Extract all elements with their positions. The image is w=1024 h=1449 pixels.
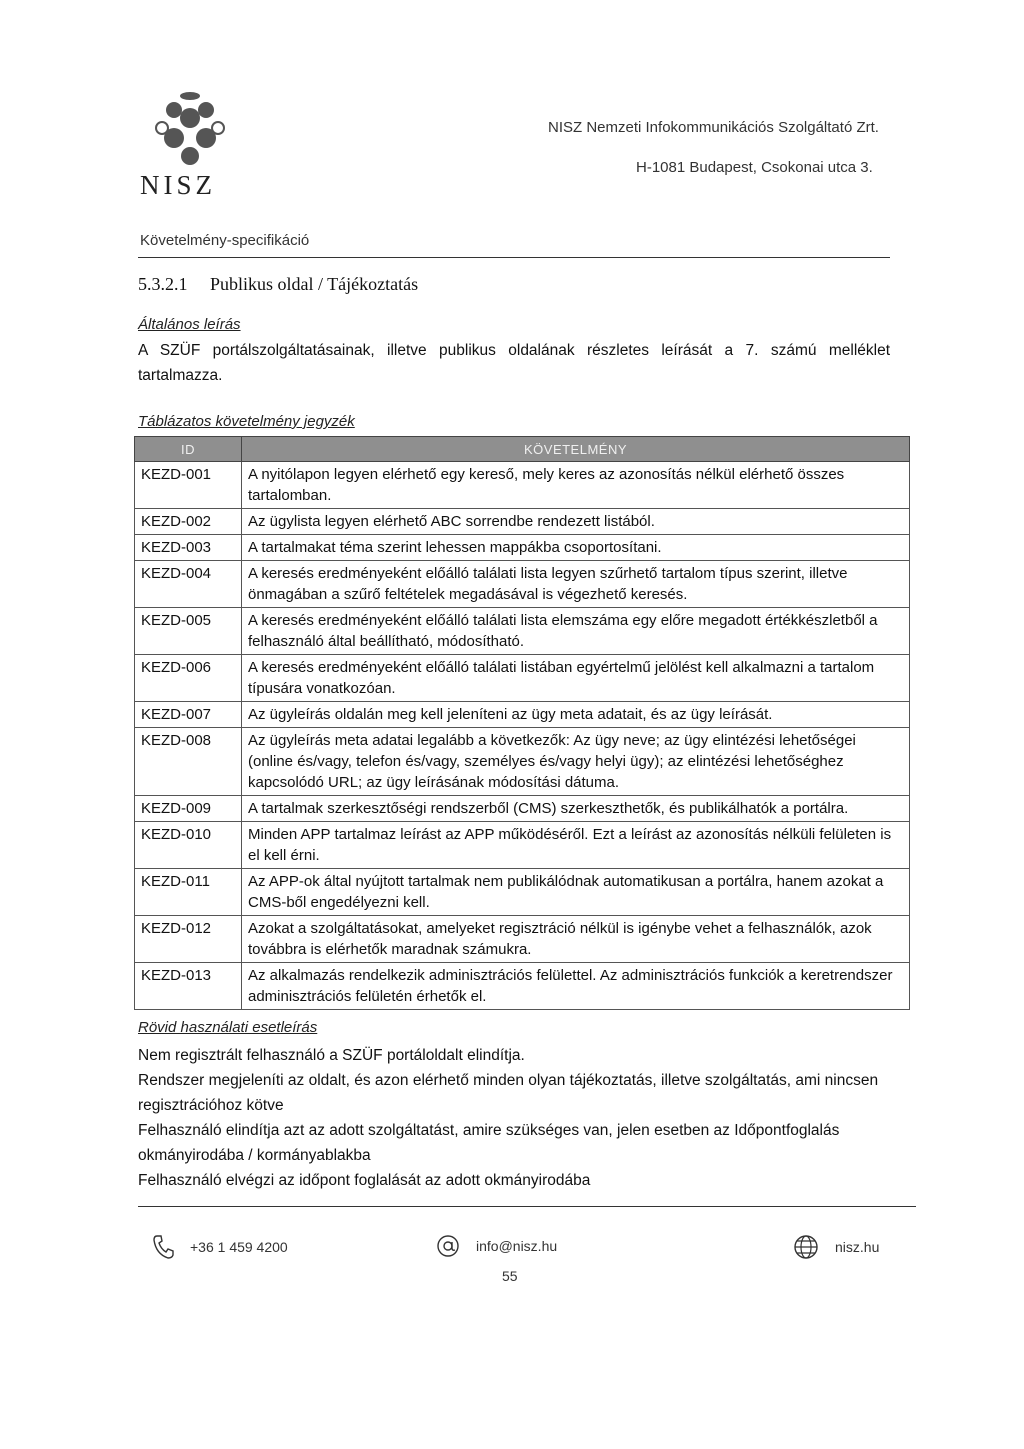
- table-row: [135, 796, 910, 822]
- row-text: A nyitólapon legyen elérhető egy kereső, mely keres az azonosítás nélkül elérhető összes tartalomban.: [242, 462, 910, 509]
- table-header-row: [135, 437, 910, 462]
- usecase-heading: Rövid használati esetleírás: [138, 1019, 318, 1036]
- section-heading: [138, 274, 418, 295]
- row-id: KEZD-011: [135, 869, 242, 916]
- row-id: KEZD-010: [135, 822, 242, 869]
- row-text: Az ügyleírás meta adatai legalább a következők: Az ügy neve; az ügy elintézési lehetőségei (online és/vagy, telefon és/vagy, személyes és/vagy helyi ügy); az elintézési lehetőséghez kapcsolódó URL; az ügy leírásának módosítási dátuma.: [242, 728, 910, 796]
- row-text: A tartalmak szerkesztőségi rendszerből (CMS) szerkeszthetők, és publikálhatók a portálra.: [242, 796, 910, 822]
- table-row: [135, 535, 910, 561]
- page-number: 55: [502, 1268, 518, 1284]
- table-row: [135, 822, 910, 869]
- row-text: A keresés eredményeként előálló találati listában egyértelmű jelölést kell alkalmazni a tartalom típusára vonatkozóan.: [242, 655, 910, 702]
- table-row: [135, 509, 910, 535]
- usecase-paragraph: Felhasználó elindítja azt az adott szolgáltatást, amire szükséges van, jelen esetben az Időpontfoglalás okmányirodába / kormányablakba: [138, 1122, 840, 1164]
- phone-icon: [152, 1234, 174, 1260]
- table-row: [135, 608, 910, 655]
- logo-wordmark: NISZ: [140, 170, 216, 200]
- row-id: KEZD-004: [135, 561, 242, 608]
- row-text: Az APP-ok által nyújtott tartalmak nem publikálódnak automatikusan a portálra, hanem azokat a CMS-ből engedélyezni kell.: [242, 869, 910, 916]
- row-id: KEZD-008: [135, 728, 242, 796]
- row-id: KEZD-001: [135, 462, 242, 509]
- column-header-id: ID: [135, 437, 242, 462]
- row-id: KEZD-013: [135, 963, 242, 1010]
- table-row: [135, 655, 910, 702]
- company-name: NISZ Nemzeti Infokommunikációs Szolgáltató Zrt.: [548, 119, 879, 136]
- column-header-requirement: KÖVETELMÉNY: [242, 437, 910, 462]
- row-id: KEZD-002: [135, 509, 242, 535]
- row-text: Az alkalmazás rendelkezik adminisztrációs felülettel. Az adminisztrációs funkciók a keretrendszer adminisztrációs felületén érhetők el.: [242, 963, 910, 1010]
- globe-icon: [793, 1234, 819, 1260]
- row-text: A keresés eredményeként előálló találati lista legyen szűrhető tartalom típus szerint, illetve önmagában a szűrő feltételek megadásával is végezhető keresés.: [242, 561, 910, 608]
- company-address: H-1081 Budapest, Csokonai utca 3.: [636, 159, 873, 176]
- requirements-table: [134, 436, 910, 1010]
- row-text: Az ügyleírás oldalán meg kell jeleníteni az ügy meta adatait, és az ügy leírását.: [242, 702, 910, 728]
- table-row: [135, 462, 910, 509]
- row-id: KEZD-009: [135, 796, 242, 822]
- footer-divider: [138, 1206, 916, 1207]
- row-text: Minden APP tartalmaz leírást az APP működéséről. Ezt a leírást az azonosítás nélküli felületen is el kell érni.: [242, 822, 910, 869]
- row-text: Az ügylista legyen elérhető ABC sorrendbe rendezett listából.: [242, 509, 910, 535]
- email-address: info@nisz.hu: [476, 1238, 558, 1254]
- table-row: [135, 963, 910, 1010]
- row-text: Azokat a szolgáltatásokat, amelyeket regisztráció nélkül is igénybe vehet a felhasználók, azok továbbra is elérhetők maradnak számukra.: [242, 916, 910, 963]
- table-heading: Táblázatos követelmény jegyzék: [138, 413, 355, 430]
- general-heading: Általános leírás: [138, 316, 241, 333]
- row-id: KEZD-006: [135, 655, 242, 702]
- footer-phone: [152, 1234, 288, 1260]
- phone-number: +36 1 459 4200: [190, 1239, 288, 1255]
- row-text: A keresés eredményeként előálló találati lista elemszáma egy előre megadott értékkészletből a felhasználó által beállítható, módosítható.: [242, 608, 910, 655]
- footer-email: [436, 1234, 557, 1258]
- usecase-paragraph: Felhasználó elvégzi az időpont foglalását az adott okmányirodába: [138, 1172, 591, 1189]
- row-id: KEZD-003: [135, 535, 242, 561]
- footer-web: [793, 1234, 879, 1260]
- table-row: [135, 561, 910, 608]
- section-number: 5.3.2.1: [138, 274, 188, 294]
- table-row: [135, 702, 910, 728]
- usecase-paragraph: Rendszer megjeleníti az oldalt, és azon elérhető minden olyan tájékoztatás, illetve szolgáltatás, ami nincsen regisztrációhoz kötve: [138, 1072, 879, 1114]
- row-id: KEZD-007: [135, 702, 242, 728]
- table-row: [135, 728, 910, 796]
- row-id: KEZD-005: [135, 608, 242, 655]
- general-text: A SZÜF portálszolgáltatásainak, illetve publikus oldalának részletes leírását a 7. számú melléklet tartalmazza.: [138, 342, 890, 384]
- table-row: [135, 869, 910, 916]
- document-type: Követelmény-specifikáció: [140, 232, 310, 249]
- section-title: Publikus oldal / Tájékoztatás: [210, 274, 419, 294]
- table-row: [135, 916, 910, 963]
- row-id: KEZD-012: [135, 916, 242, 963]
- at-sign-icon: [436, 1234, 460, 1258]
- header-divider: [138, 257, 890, 258]
- website: nisz.hu: [835, 1239, 880, 1255]
- row-text: A tartalmakat téma szerint lehessen mappákba csoportosítani.: [242, 535, 910, 561]
- usecase-paragraph: Nem regisztrált felhasználó a SZÜF portáloldalt elindítja.: [138, 1047, 525, 1064]
